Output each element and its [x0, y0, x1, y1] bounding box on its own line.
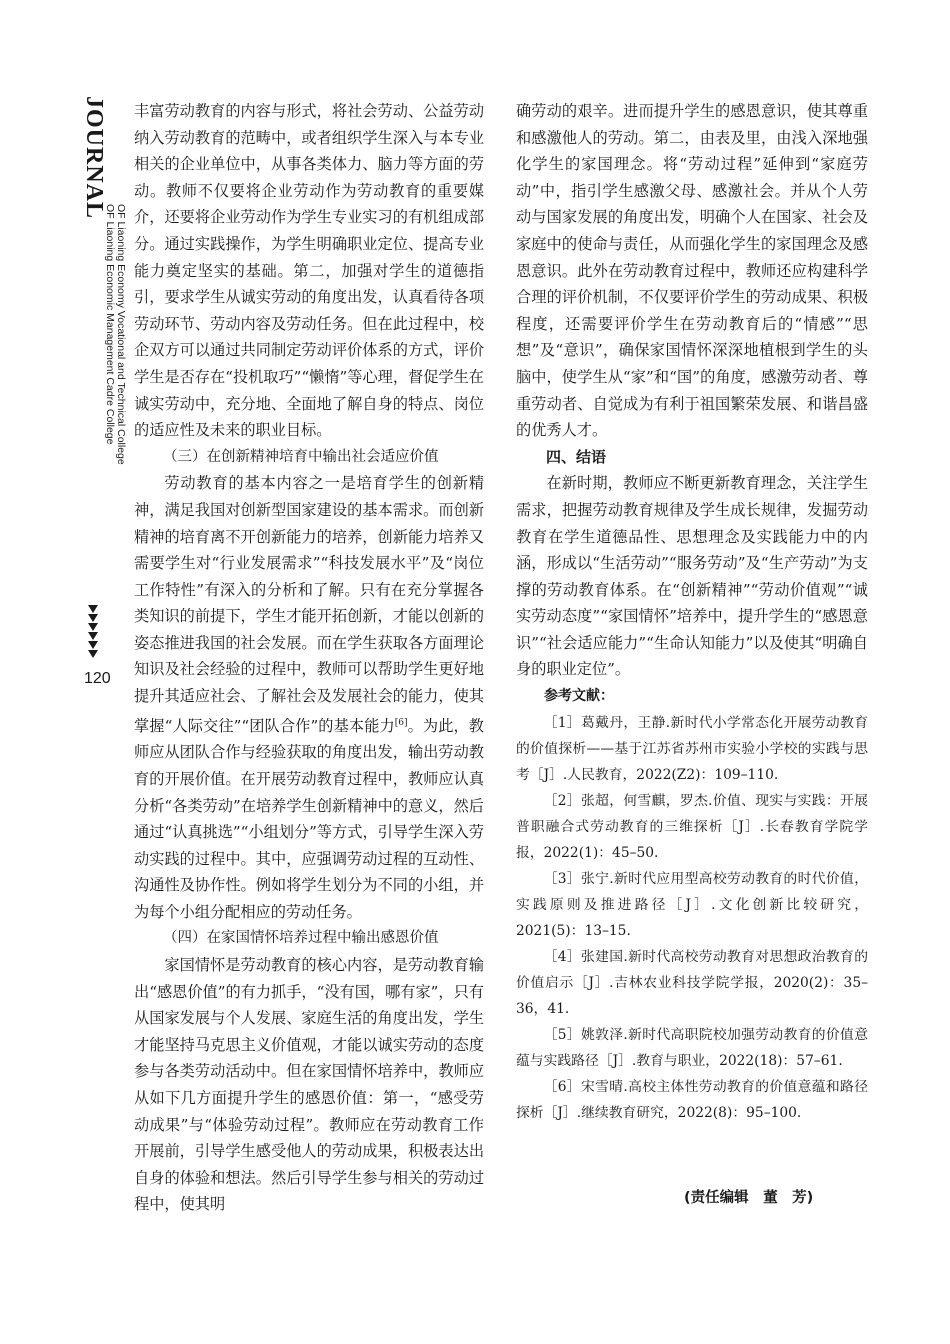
conclusion-heading: 四、结语: [546, 447, 607, 466]
paragraph: 在新时期，教师应不断更新教育理念，关注学生需求，把握劳动教育规律及学生成长规律，发掘劳动教育在学生道德品性、思想理念及实践能力中的内涵，形成以“生活劳动”“服务劳动”及“生产劳动”为支撑的劳动教育体系。在“创新精神”“劳动价值观”“诚实劳动态度”“家国情怀”培养中，提升学生的“感恩意识”“社会适应能力”“生命认知能力”以及使其“明确自身的职业定位”。: [516, 474, 868, 679]
arrow-down-icon: [86, 605, 102, 659]
reference-item: ［3］张宁.新时代应用型高校劳动教育的时代价值，实践原则及推进路径［J］.文化创新比较研究，2021(5)：13–15.: [516, 870, 868, 939]
paragraph: 丰富劳动教育的内容与形式，将社会劳动、公益劳动纳入劳动教育的范畴中，或者组织学生深入与本专业相关的企业单位中，从事各类体力、脑力等方面的劳动。教师不仅要将企业劳动作为劳动教育的重要媒介，还要将企业劳动作为学生专业实习的有机组成部分。通过实践操作，为学生明确职业定位、提高专业能力奠定坚实的基础。第二，加强对学生的道德指引，要求学生从诚实劳动的角度出发，认真看待各项劳动环节、劳动内容及劳动任务。但在此过程中，校企双方可以通过共同制定劳动评价体系的方式，评价学生是否存在“投机取巧”“懒惰”等心理，督促学生在诚实劳动中，充分地、全面地了解自身的特点、岗位的适应性及未来的职业目标。: [134, 102, 484, 440]
paragraph: [134, 470, 484, 925]
paragraph-text: 。为此，教师应从团队合作与经验获取的角度出发，输出劳动教育的开展价值。在开展劳动教育过程中，教师应认真分析“各类劳动”在培养学生创新精神中的意义，然后通过“认真挑选”“小组划分”等方式，引导学生深入劳动实践的过程中。其中，应强调劳动过程的互动性、沟通性及协作性。例如将学生划分为不同的小组，并为每个小组分配相应的劳动任务。: [134, 716, 484, 921]
page-number: 120: [84, 670, 111, 687]
editor-credit: (责任编辑 董 芳): [684, 1190, 814, 1206]
left-column: [134, 98, 484, 1218]
right-column: [516, 98, 868, 1126]
reference-item: ［6］宋雪晴.高校主体性劳动教育的价值意蕴和路径探析［J］.继续教育研究，2022(8)：95–100.: [516, 1078, 868, 1121]
reference-item: ［4］张建国.新时代高校劳动教育对思想政治教育的价值启示［J］.吉林农业科技学院学报，2020(2)：35–36，41.: [516, 948, 868, 1017]
reference-item: ［2］张超，何雪麒，罗杰.价值、现实与实践：开展普职融合式劳动教育的三维探析［J］.长春教育学院学报，2022(1)：45–50.: [516, 792, 868, 861]
journal-subtitle: OF Liaoning Economy Vocational and Technical College OF Liaoning Economic Management Cadre College: [104, 204, 127, 465]
journal-sidebar: [81, 96, 127, 496]
paragraph: 确劳动的艰辛。进而提升学生的感恩意识，使其尊重和感激他人的劳动。第二，由表及里，由浅入深地强化学生的家国理念。将“劳动过程”延伸到“家庭劳动”中，指引学生感激父母、感激社会。并从个人劳动与国家发展的角度出发，明确个人在国家、社会及家庭中的使命与责任，从而强化学生的家国理念及感恩意识。此外在劳动教育过程中，教师还应构建科学合理的评价机制，不仅要评价学生的劳动成果、积极程度，还需要评价学生在劳动教育后的“情感”“思想”及“意识”，确保家国情怀深深地植根到学生的头脑中，使学生从“家”和“国”的角度，感激劳动者、尊重劳动者、自觉成为有利于祖国繁荣发展、和谐昌盛的优秀人才。: [516, 102, 868, 440]
section-heading: （三）在创新精神培育中输出社会适应价值: [163, 448, 439, 465]
reference-item: ［5］姚敦泽.新时代高职院校加强劳动教育的价值意蕴与实践路径［J］.教育与职业，2022(18)：57–61.: [516, 1026, 868, 1069]
reference-item: ［1］葛戴丹，王静.新时代小学常态化开展劳动教育的价值探析——基于江苏省苏州市实验小学校的实践与思考［J］.人民教育，2022(Z2)：109–110.: [516, 714, 868, 783]
journal-title: JOURNAL: [81, 96, 107, 220]
paragraph-text: 劳动教育的基本内容之一是培育学生的创新精神，满足我国对创新型国家建设的基本需求。而创新精神的培育离不开创新能力的培养，创新能力培养又需要学生对“行业发展需求”“科技发展水平”及“岗位工作特性”有深入的分析和了解。只有在充分掌握各类知识的前提下，学生才能开拓创新，才能以创新的姿态推进我国的社会发展。而在学生获取各方面理论知识及社会经验的过程中，教师可以帮助学生更好地提升其适应社会、了解社会及发展社会的能力，使其掌握“人际交往”“团队合作”的基本能力: [134, 474, 484, 735]
citation: [6]: [394, 717, 408, 728]
section-heading: （四）在家国情怀培养过程中输出感恩价值: [163, 930, 439, 947]
paragraph: 家国情怀是劳动教育的核心内容，是劳动教育输出“感恩价值”的有力抓手，“没有国，哪有家”，只有从国家发展与个人发展、家庭生活的角度出发，学生才能坚持马克思主义价值观，才能以诚实劳动的态度参与各类劳动活动中。但在家国情怀培养中，教师应从如下几方面提升学生的感恩价值：第一，“感受劳动成果”与“体验劳动过程”。教师应在劳动教育工作开展前，引导学生感受他人的劳动成果，积极表达出自身的体验和想法。然后引导学生参与相关的劳动过程中，使其明: [134, 956, 484, 1214]
references-title: 参考文献：: [544, 688, 614, 705]
